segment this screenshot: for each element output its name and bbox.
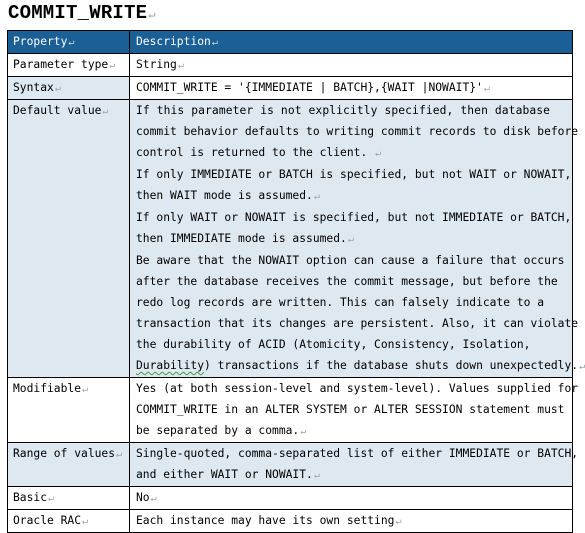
property-cell: [8, 378, 130, 443]
property-name: Parameter type: [13, 58, 109, 71]
description-cell: [130, 100, 585, 378]
cell-mark-icon: ↵: [82, 516, 89, 527]
property-cell: [8, 100, 130, 378]
description-line: after the database receives the commit message, but before the: [136, 275, 558, 288]
description-line-text: then IMMEDIATE mode is assumed.: [136, 232, 347, 245]
description-line: Single-quoted, comma-separated list of either IMMEDIATE or BATCH,: [136, 447, 579, 460]
description-line: If this parameter is not explicitly specified, then database: [136, 104, 551, 117]
property-cell: [8, 487, 130, 510]
table-row-oracle-rac: [8, 510, 573, 533]
description-line: [136, 420, 570, 442]
description-line: [136, 464, 570, 486]
cell-mark-icon: ↵: [150, 493, 157, 504]
cell-mark-icon: ↵: [177, 60, 184, 71]
cell-mark-icon: ↵: [579, 361, 585, 372]
property-cell: [8, 54, 130, 77]
description-line: [136, 355, 585, 377]
description-line: transaction that its changes are persistent. Also, it can violate: [136, 317, 579, 330]
property-name: Syntax: [13, 81, 54, 94]
paragraph-mark-icon: ↵: [148, 8, 156, 22]
description-line: [136, 185, 570, 207]
header-description-cell: [130, 31, 573, 54]
description-line: redo log records are written. This can falsely indicate to a: [136, 296, 545, 309]
description-line-text: and either WAIT or NOWAIT.: [136, 468, 313, 481]
property-name: Oracle RAC: [13, 514, 82, 527]
cell-mark-icon: ↵: [313, 470, 320, 481]
property-name: Default value: [13, 104, 102, 117]
description-cell: [130, 378, 579, 443]
paragraph-mark-icon: ↵: [347, 234, 354, 245]
header-description-label: Description: [136, 35, 211, 48]
cell-mark-icon: ↵: [54, 83, 61, 94]
cell-mark-icon: ↵: [82, 384, 89, 395]
description-line: [136, 228, 570, 250]
property-cell: [8, 77, 130, 100]
description-line-text: control is returned to the client.: [136, 146, 368, 159]
description-line: COMMIT_WRITE in an ALTER SYSTEM or ALTER SESSION statement must: [136, 403, 565, 416]
property-value: No: [136, 491, 150, 504]
property-name: Modifiable: [13, 382, 82, 395]
cell-mark-icon: ↵: [109, 60, 116, 71]
table-row-range-of-values: [8, 443, 573, 487]
property-name: Range of values: [13, 447, 116, 460]
cell-mark-icon: ↵: [211, 37, 218, 48]
parameter-table: [7, 30, 585, 533]
paragraph-mark-icon: ↵: [375, 148, 382, 159]
table-row-modifiable: [8, 378, 573, 443]
description-cell: [130, 77, 573, 100]
description-line: If only WAIT or NOWAIT is specified, but not IMMEDIATE or BATCH,: [136, 211, 572, 224]
header-property-cell: [8, 31, 130, 54]
property-cell: [8, 443, 130, 487]
property-value: COMMIT_WRITE = '{IMMEDIATE | BATCH},{WAIT |NOWAIT}': [136, 81, 483, 94]
paragraph-mark-icon: ↵: [313, 191, 320, 202]
description-cell: [130, 510, 573, 533]
property-value: String: [136, 58, 177, 71]
page-title: [8, 0, 156, 26]
cell-mark-icon: ↵: [300, 426, 307, 437]
header-property-label: Property: [13, 35, 68, 48]
description-cell: [130, 487, 573, 510]
description-line: Yes (at both session-level and system-level). Values supplied for: [136, 382, 579, 395]
table-row-syntax: [8, 77, 573, 100]
table-header-row: [8, 31, 573, 54]
description-line-text: then WAIT mode is assumed.: [136, 189, 313, 202]
property-value: Each instance may have its own setting: [136, 514, 395, 527]
cell-mark-icon: ↵: [102, 106, 109, 117]
property-name: Basic: [13, 491, 48, 504]
table-row-default-value: [8, 100, 573, 378]
description-cell: [130, 54, 573, 77]
table-row-parameter-type: [8, 54, 573, 77]
description-line: [136, 142, 570, 164]
property-cell: [8, 510, 130, 533]
description-line-text: ) transactions if the database shuts down unexpectedly.: [204, 359, 579, 372]
description-line: Be aware that the NOWAIT option can cause a failure that occurs: [136, 254, 565, 267]
cell-mark-icon: ↵: [395, 516, 402, 527]
table-row-basic: [8, 487, 573, 510]
cell-mark-icon: ↵: [68, 37, 75, 48]
description-line-text: be separated by a comma.: [136, 424, 300, 437]
description-line: the durability of ACID (Atomicity, Consistency, Isolation,: [136, 338, 531, 351]
title-text: COMMIT_WRITE: [8, 2, 148, 24]
cell-mark-icon: ↵: [483, 83, 490, 94]
cell-mark-icon: ↵: [48, 493, 55, 504]
description-line: commit behavior defaults to writing commit records to disk before: [136, 125, 579, 138]
description-cell: [130, 443, 579, 487]
description-line: If only IMMEDIATE or BATCH is specified, but not WAIT or NOWAIT,: [136, 168, 572, 181]
spellcheck-word: Durability: [136, 359, 205, 372]
cell-mark-icon: ↵: [116, 449, 123, 460]
